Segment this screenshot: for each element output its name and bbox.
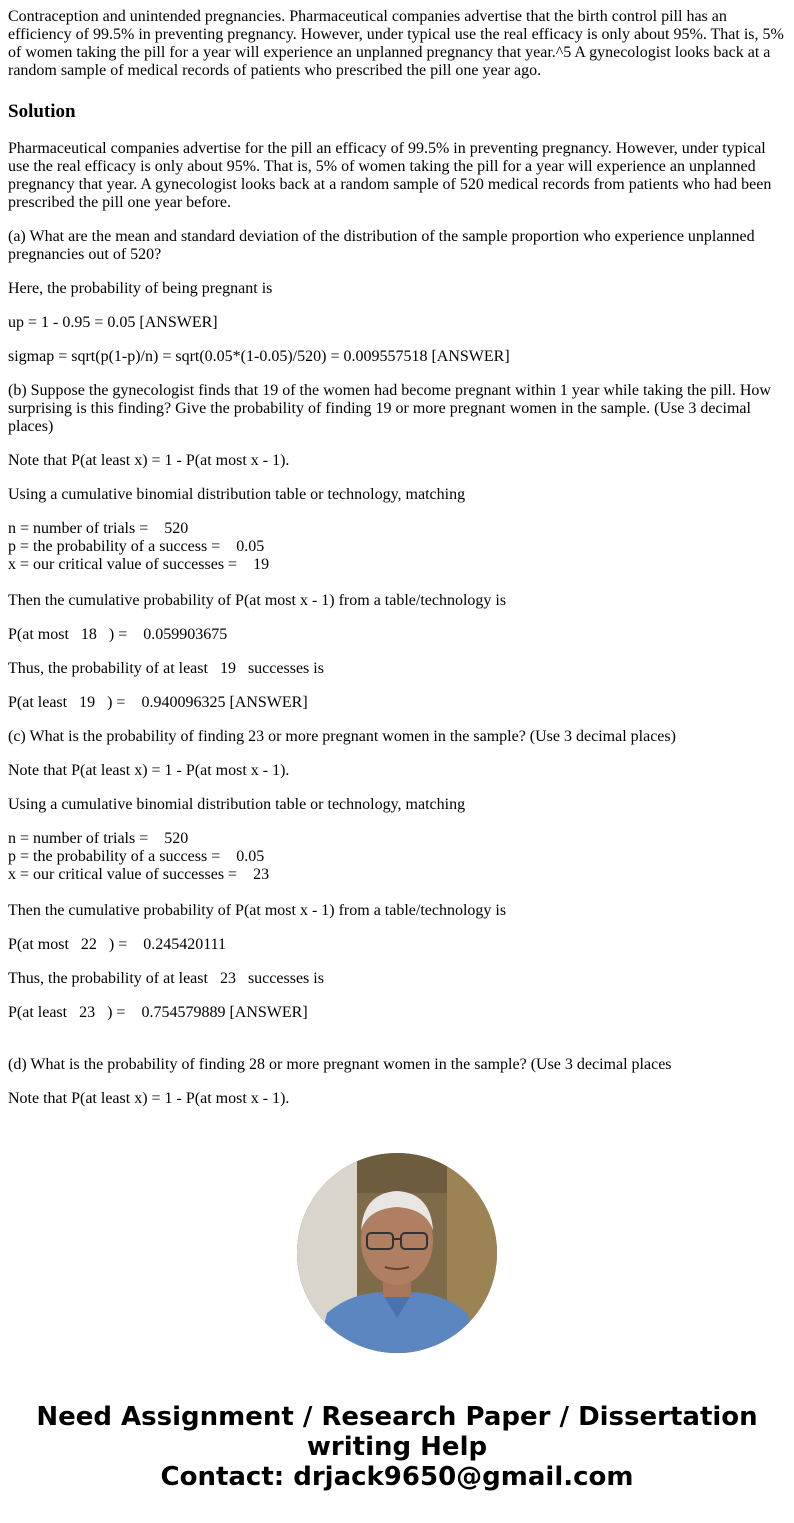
part-a-question: (a) What are the mean and standard deviation of the distribution of the sample proportion who experience unplanned pregnancies out of 520? [8,228,755,263]
solution-intro: Pharmaceutical companies advertise for the pill an efficacy of 99.5% in preventing pregnancy. However, under typical use the real efficacy is only about 95%. That is, 5% of women taking the pill for a year will experience an unplanned pregnancy that year. A gynecologist looks back at a random sample of 520 medical records from patients who had been prescribed the pill one year before. [8,140,772,211]
part-c-x: x = our critical value of successes = 23 [8,866,270,883]
contact-banner [0,1402,794,1492]
part-c-atleast: P(at least 23 ) = 0.754579889 [ANSWER] [8,1004,308,1021]
cta-line-1: Need Assignment / Research Paper / Dissertation [36,1402,758,1432]
part-c-params [8,830,786,884]
solution-heading: Solution [8,101,76,122]
part-c-question: (c) What is the probability of finding 23 or more pregnant women in the sample? (Use 3 decimal places) [8,728,676,745]
part-c-atmost: P(at most 22 ) = 0.245420111 [8,936,227,953]
part-c-then: Then the cumulative probability of P(at most x - 1) from a table/technology is [8,902,507,919]
part-c-using: Using a cumulative binomial distribution table or technology, matching [8,796,466,813]
part-a-line: Here, the probability of being pregnant is [8,280,273,297]
solution-document [8,8,786,1122]
part-a-mean: up = 1 - 0.95 = 0.05 [ANSWER] [8,314,218,331]
part-b-params [8,520,786,574]
part-b-using: Using a cumulative binomial distribution table or technology, matching [8,486,466,503]
part-d-question: (d) What is the probability of finding 28 or more pregnant women in the sample? (Use 3 decimal places [8,1056,672,1073]
part-b-atleast: P(at least 19 ) = 0.940096325 [ANSWER] [8,694,308,711]
problem-intro: Contraception and unintended pregnancies. Pharmaceutical companies advertise that the birth control pill has an efficiency of 99.5% in preventing pregnancy. However, under typical use the real efficacy is only about 95%. That is, 5% of women taking the pill for a year will experience an unplanned pregnancy that year.^5 A gynecologist looks back at a random sample of medical records of patients who prescribed the pill one year ago. [8,8,784,79]
part-b-note: Note that P(at least x) = 1 - P(at most x - 1). [8,452,290,469]
cta-line-2: writing Help [306,1432,488,1462]
part-c-thus: Thus, the probability of at least 23 successes is [8,970,324,987]
part-b-question: (b) Suppose the gynecologist finds that 19 of the women had become pregnant within 1 year while taking the pill. How surprising is this finding? Give the probability of finding 19 or more pregnant women in the sample. (Use 3 decimal places) [8,382,771,435]
cta-contact-email: Contact: drjack9650@gmail.com [160,1462,634,1492]
part-c-n: n = number of trials = 520 [8,830,189,847]
part-b-thus: Thus, the probability of at least 19 successes is [8,660,324,677]
part-b-p: p = the probability of a success = 0.05 [8,538,265,555]
part-b-atmost: P(at most 18 ) = 0.059903675 [8,626,228,643]
part-d-note: Note that P(at least x) = 1 - P(at most x - 1). [8,1090,290,1107]
part-c-p: p = the probability of a success = 0.05 [8,848,265,865]
part-b-n: n = number of trials = 520 [8,520,189,537]
part-b-then: Then the cumulative probability of P(at most x - 1) from a table/technology is [8,592,507,609]
part-a-sd: sigmap = sqrt(p(1-p)/n) = sqrt(0.05*(1-0.05)/520) = 0.009557518 [ANSWER] [8,348,510,365]
author-photo [297,1153,497,1353]
part-c-note: Note that P(at least x) = 1 - P(at most x - 1). [8,762,290,779]
part-b-x: x = our critical value of successes = 19 [8,556,270,573]
